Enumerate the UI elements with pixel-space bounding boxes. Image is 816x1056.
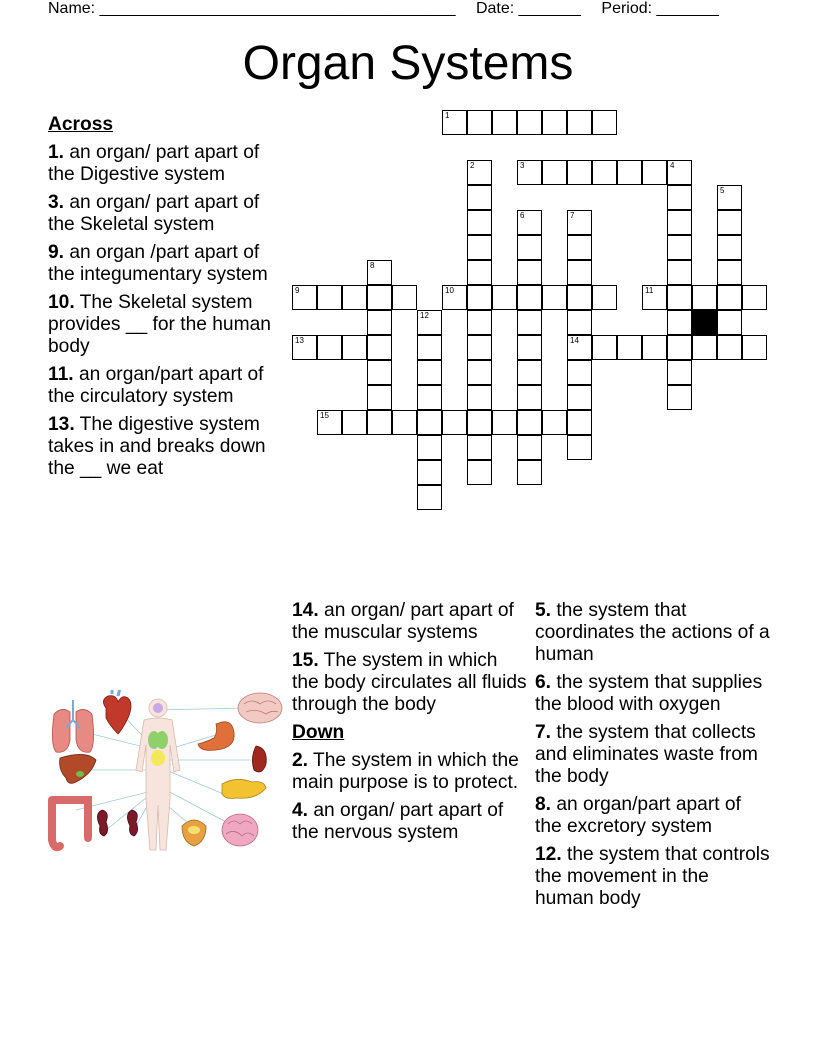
down-clues-column xyxy=(535,600,771,916)
cell-number: 3 xyxy=(520,161,525,170)
crossword-cell[interactable] xyxy=(717,335,742,360)
crossword-cell[interactable] xyxy=(492,285,517,310)
crossword-cell[interactable] xyxy=(667,260,692,285)
cell-number: 14 xyxy=(570,336,579,345)
crossword-cell[interactable] xyxy=(467,210,492,235)
clue-down-8: 8. an organ/part apart of the excretory system xyxy=(535,794,741,837)
cell-number: 11 xyxy=(645,286,654,295)
middle-clues-column xyxy=(292,600,528,850)
crossword-cell[interactable] xyxy=(667,335,692,360)
crossword-cell[interactable] xyxy=(692,335,717,360)
period-field[interactable]: Period: _______ xyxy=(601,0,719,17)
cell-number: 1 xyxy=(445,111,450,120)
crossword-cell[interactable] xyxy=(417,410,442,435)
crossword-cell[interactable] xyxy=(742,285,767,310)
crossword-cell[interactable] xyxy=(467,385,492,410)
crossword-cell[interactable] xyxy=(467,285,492,310)
clue-down-2: 2. The system in which the main purpose is to protect. xyxy=(292,750,519,793)
clue-down-6: 6. the system that supplies the blood with oxygen xyxy=(535,672,763,715)
crossword-cell[interactable] xyxy=(567,110,592,135)
brain-icon xyxy=(238,693,282,723)
date-field[interactable]: Date: _______ xyxy=(475,0,581,17)
header-fields xyxy=(48,0,735,18)
crossword-cell[interactable] xyxy=(542,110,567,135)
across-heading: Across xyxy=(48,114,114,135)
crossword-cell[interactable] xyxy=(342,335,367,360)
clue-across-1: 1. an organ/ part apart of the Digestive system xyxy=(48,142,260,185)
crossword-cell[interactable] xyxy=(517,435,542,460)
crossword-cell[interactable] xyxy=(517,410,542,435)
crossword-cell[interactable] xyxy=(742,335,767,360)
cell-number: 6 xyxy=(520,211,525,220)
crossword-cell[interactable] xyxy=(667,210,692,235)
crossword-cell[interactable] xyxy=(417,335,442,360)
crossword-cell[interactable] xyxy=(492,110,517,135)
crossword-cell[interactable] xyxy=(467,235,492,260)
crossword-cell[interactable] xyxy=(367,310,392,335)
crossword-cell[interactable] xyxy=(567,210,592,235)
crossword-cell[interactable] xyxy=(392,285,417,310)
clue-down-4: 4. an organ/ part apart of the nervous system xyxy=(292,800,504,843)
intestine-icon xyxy=(52,800,88,847)
spleen-icon xyxy=(252,746,266,772)
crossword-cell[interactable] xyxy=(367,285,392,310)
human-body-icon xyxy=(136,699,180,850)
crossword-cell[interactable] xyxy=(417,435,442,460)
cell-number: 4 xyxy=(670,161,675,170)
crossword-block xyxy=(692,310,717,335)
crossword-cell[interactable] xyxy=(467,310,492,335)
crossword-cell[interactable] xyxy=(567,335,592,360)
crossword-cell[interactable] xyxy=(342,285,367,310)
crossword-cell[interactable] xyxy=(667,360,692,385)
crossword-cell[interactable] xyxy=(567,235,592,260)
crossword-cell[interactable] xyxy=(717,285,742,310)
cell-number: 2 xyxy=(470,161,475,170)
crossword-cell[interactable] xyxy=(717,235,742,260)
crossword-cell[interactable] xyxy=(567,310,592,335)
crossword-cell[interactable] xyxy=(467,435,492,460)
crossword-cell[interactable] xyxy=(392,410,417,435)
clue-down-7: 7. the system that collects and eliminates waste from the body xyxy=(535,722,758,787)
crossword-cell[interactable] xyxy=(517,385,542,410)
crossword-cell[interactable] xyxy=(642,285,667,310)
crossword-cell[interactable] xyxy=(642,335,667,360)
clue-across-15: 15. The system in which the body circulates all fluids through the body xyxy=(292,650,527,715)
down-heading: Down xyxy=(292,722,345,743)
liver-icon xyxy=(60,754,96,783)
crossword-cell[interactable] xyxy=(517,360,542,385)
crossword-cell[interactable] xyxy=(517,110,542,135)
crossword-cell[interactable] xyxy=(442,285,467,310)
crossword-cell[interactable] xyxy=(592,110,617,135)
crossword-cell[interactable] xyxy=(592,335,617,360)
clue-across-10: 10. The Skeletal system provides __ for the human body xyxy=(48,292,271,357)
crossword-cell[interactable] xyxy=(717,210,742,235)
crossword-cell[interactable] xyxy=(417,460,442,485)
crossword-cell[interactable] xyxy=(567,260,592,285)
crossword-cell[interactable] xyxy=(317,410,342,435)
heart-icon xyxy=(103,690,131,734)
crossword-cell[interactable] xyxy=(292,335,317,360)
crossword-cell[interactable] xyxy=(467,260,492,285)
crossword-cell[interactable] xyxy=(417,360,442,385)
crossword-cell[interactable] xyxy=(667,235,692,260)
crossword-cell[interactable] xyxy=(317,285,342,310)
clue-across-13: 13. The digestive system takes in and breaks down the __ we eat xyxy=(48,414,266,479)
name-field[interactable]: Name: ________________________________________ xyxy=(48,0,456,17)
clue-down-5: 5. the system that coordinates the actions of a human xyxy=(535,600,770,665)
crossword-cell[interactable] xyxy=(567,385,592,410)
crossword-cell[interactable] xyxy=(467,410,492,435)
crossword-cell[interactable] xyxy=(642,160,667,185)
crossword-cell[interactable] xyxy=(517,260,542,285)
cell-number: 9 xyxy=(295,286,300,295)
crossword-cell[interactable] xyxy=(442,410,467,435)
crossword-cell[interactable] xyxy=(417,385,442,410)
organ-systems-illustration xyxy=(46,690,286,858)
kidney-icon xyxy=(97,810,137,836)
crossword-cell[interactable] xyxy=(467,460,492,485)
lungs-icon xyxy=(52,700,93,752)
crossword-cell[interactable] xyxy=(667,285,692,310)
crossword-cell[interactable] xyxy=(592,285,617,310)
crossword-cell[interactable] xyxy=(592,160,617,185)
across-clues-column xyxy=(48,114,276,486)
crossword-cell[interactable] xyxy=(517,235,542,260)
page-title: Organ Systems xyxy=(242,37,574,90)
crossword-cell[interactable] xyxy=(367,360,392,385)
clue-across-9: 9. an organ /part apart of the integumentary system xyxy=(48,242,268,285)
crossword-cell[interactable] xyxy=(467,360,492,385)
crossword-cell[interactable] xyxy=(517,160,542,185)
crossword-cell[interactable] xyxy=(517,210,542,235)
cell-number: 12 xyxy=(420,311,429,320)
crossword-cell[interactable] xyxy=(467,335,492,360)
crossword-cell[interactable] xyxy=(367,410,392,435)
crossword-cell[interactable] xyxy=(367,385,392,410)
crossword-cell[interactable] xyxy=(467,185,492,210)
crossword-cell[interactable] xyxy=(342,410,367,435)
crossword-cell[interactable] xyxy=(667,385,692,410)
crossword-cell[interactable] xyxy=(492,410,517,435)
crossword-cell[interactable] xyxy=(717,310,742,335)
crossword-cell[interactable] xyxy=(517,285,542,310)
cell-number: 8 xyxy=(370,261,375,270)
clue-across-11: 11. an organ/part apart of the circulatory system xyxy=(48,364,264,407)
crossword-cell[interactable] xyxy=(667,160,692,185)
clue-across-3: 3. an organ/ part apart of the Skeletal system xyxy=(48,192,260,235)
crossword-cell[interactable] xyxy=(667,185,692,210)
crossword-cell[interactable] xyxy=(517,335,542,360)
cell-number: 7 xyxy=(570,211,575,220)
crossword-cell[interactable] xyxy=(542,160,567,185)
crossword-cell[interactable] xyxy=(617,335,642,360)
cell-number: 10 xyxy=(445,286,454,295)
cell-number: 13 xyxy=(295,336,304,345)
crossword-cell[interactable] xyxy=(667,310,692,335)
crossword-cell[interactable] xyxy=(517,460,542,485)
crossword-cell[interactable] xyxy=(417,310,442,335)
crossword-cell[interactable] xyxy=(467,110,492,135)
stomach-icon xyxy=(198,722,234,751)
clue-down-12: 12. the system that controls the movement in the human body xyxy=(535,844,770,909)
crossword-cell[interactable] xyxy=(367,260,392,285)
crossword-cell[interactable] xyxy=(692,285,717,310)
crossword-cell[interactable] xyxy=(567,410,592,435)
crossword-cell[interactable] xyxy=(567,285,592,310)
crossword-cell[interactable] xyxy=(417,485,442,510)
clue-across-14: 14. an organ/ part apart of the muscular systems xyxy=(292,600,514,643)
pancreas-icon xyxy=(222,779,266,798)
crossword-cell[interactable] xyxy=(542,285,567,310)
crossword-cell[interactable] xyxy=(317,335,342,360)
cell-number: 15 xyxy=(320,411,329,420)
crossword-cell[interactable] xyxy=(567,160,592,185)
small-intestine-icon xyxy=(222,814,258,846)
crossword-cell[interactable] xyxy=(367,335,392,360)
bladder-icon xyxy=(182,820,206,846)
crossword-cell[interactable] xyxy=(717,260,742,285)
crossword-cell[interactable] xyxy=(567,360,592,385)
crossword-cell[interactable] xyxy=(542,410,567,435)
crossword-cell[interactable] xyxy=(467,160,492,185)
crossword-cell[interactable] xyxy=(567,435,592,460)
crossword-cell[interactable] xyxy=(517,310,542,335)
crossword-cell[interactable] xyxy=(442,110,467,135)
crossword-cell[interactable] xyxy=(292,285,317,310)
crossword-cell[interactable] xyxy=(717,185,742,210)
cell-number: 5 xyxy=(720,186,725,195)
crossword-cell[interactable] xyxy=(617,160,642,185)
